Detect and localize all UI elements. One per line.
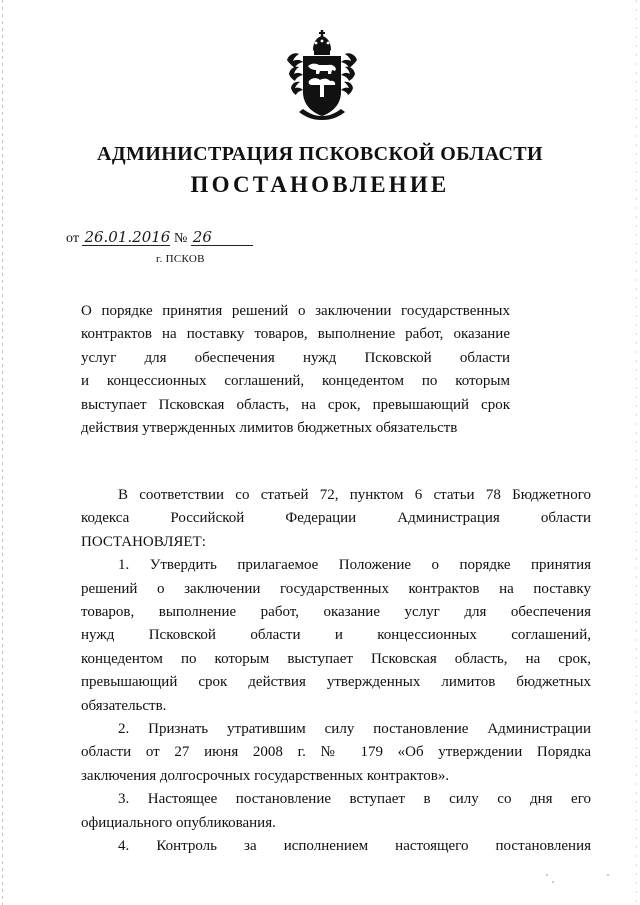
preamble-line: В соответствии со статьей 72, пунктом 6 статьи 78 Бюджетного xyxy=(118,487,591,503)
item2-line: 2. Признать утратившим силу постановление Администрации xyxy=(118,721,591,738)
subject-line: выступает Псковская область, на срок, превышающий срок xyxy=(81,396,510,413)
city-label: г. ПСКОВ xyxy=(156,253,205,265)
date-prefix: от xyxy=(66,231,79,246)
pskov-coat-of-arms-icon xyxy=(283,30,361,122)
scan-edge-right xyxy=(636,0,637,905)
subject-line: контрактов на поставку товаров, выполнение работ, оказание xyxy=(81,326,510,343)
item1-line: обязательств. xyxy=(81,697,167,714)
document-body xyxy=(81,484,591,859)
item1-line: 1. Утвердить прилагаемое Положение о порядке принятия xyxy=(118,557,591,574)
scan-speck xyxy=(552,881,554,883)
scan-speck xyxy=(607,874,609,876)
scan-speck xyxy=(546,874,548,876)
scan-edge-left xyxy=(2,0,3,905)
document-subject xyxy=(81,300,510,440)
handwritten-number: 26 xyxy=(191,229,253,246)
organization-title: АДМИНИСТРАЦИЯ ПСКОВСКОЙ ОБЛАСТИ xyxy=(96,143,544,165)
item1-line: превышающий срок действия утвержденных лимитов бюджетных xyxy=(81,674,591,691)
subject-line: О порядке принятия решений о заключении государственных xyxy=(81,303,510,319)
preamble-line: ПОСТАНОВЛЯЕТ: xyxy=(81,533,206,550)
subject-line: услуг для обеспечения нужд Псковской области xyxy=(81,349,510,366)
item2-line: области от 27 июня 2008 г. № 179 «Об утверждении Порядка xyxy=(81,744,591,761)
number-prefix: № xyxy=(173,231,188,246)
item2-line: заключения долгосрочных государственных контрактов». xyxy=(81,767,450,784)
item1-line: решений о заключении государственных контрактов на поставку xyxy=(81,580,591,597)
item4-line: 4. Контроль за исполнением настоящего постановления xyxy=(118,838,591,855)
item3-line: официального опубликования. xyxy=(81,814,276,831)
item1-line: концедентом по которым выступает Псковская область, на срок, xyxy=(81,650,591,667)
item1-line: товаров, выполнение работ, оказание услуг для обеспечения xyxy=(81,604,591,621)
handwritten-date: 26.01.2016 xyxy=(84,228,171,246)
preamble-line: кодекса Российской Федерации Администрация области xyxy=(81,510,591,527)
document-type-title: ПОСТАНОВЛЕНИЕ xyxy=(190,172,450,197)
item1-line: нужд Псковской области и концессионных соглашений, xyxy=(81,627,591,644)
item3-line: 3. Настоящее постановление вступает в силу со дня его xyxy=(118,791,591,808)
subject-line: и концессионных соглашений, концедентом по которым xyxy=(81,373,510,390)
date-number-line xyxy=(66,229,253,247)
subject-line: действия утвержденных лимитов бюджетных обязательств xyxy=(81,420,458,437)
